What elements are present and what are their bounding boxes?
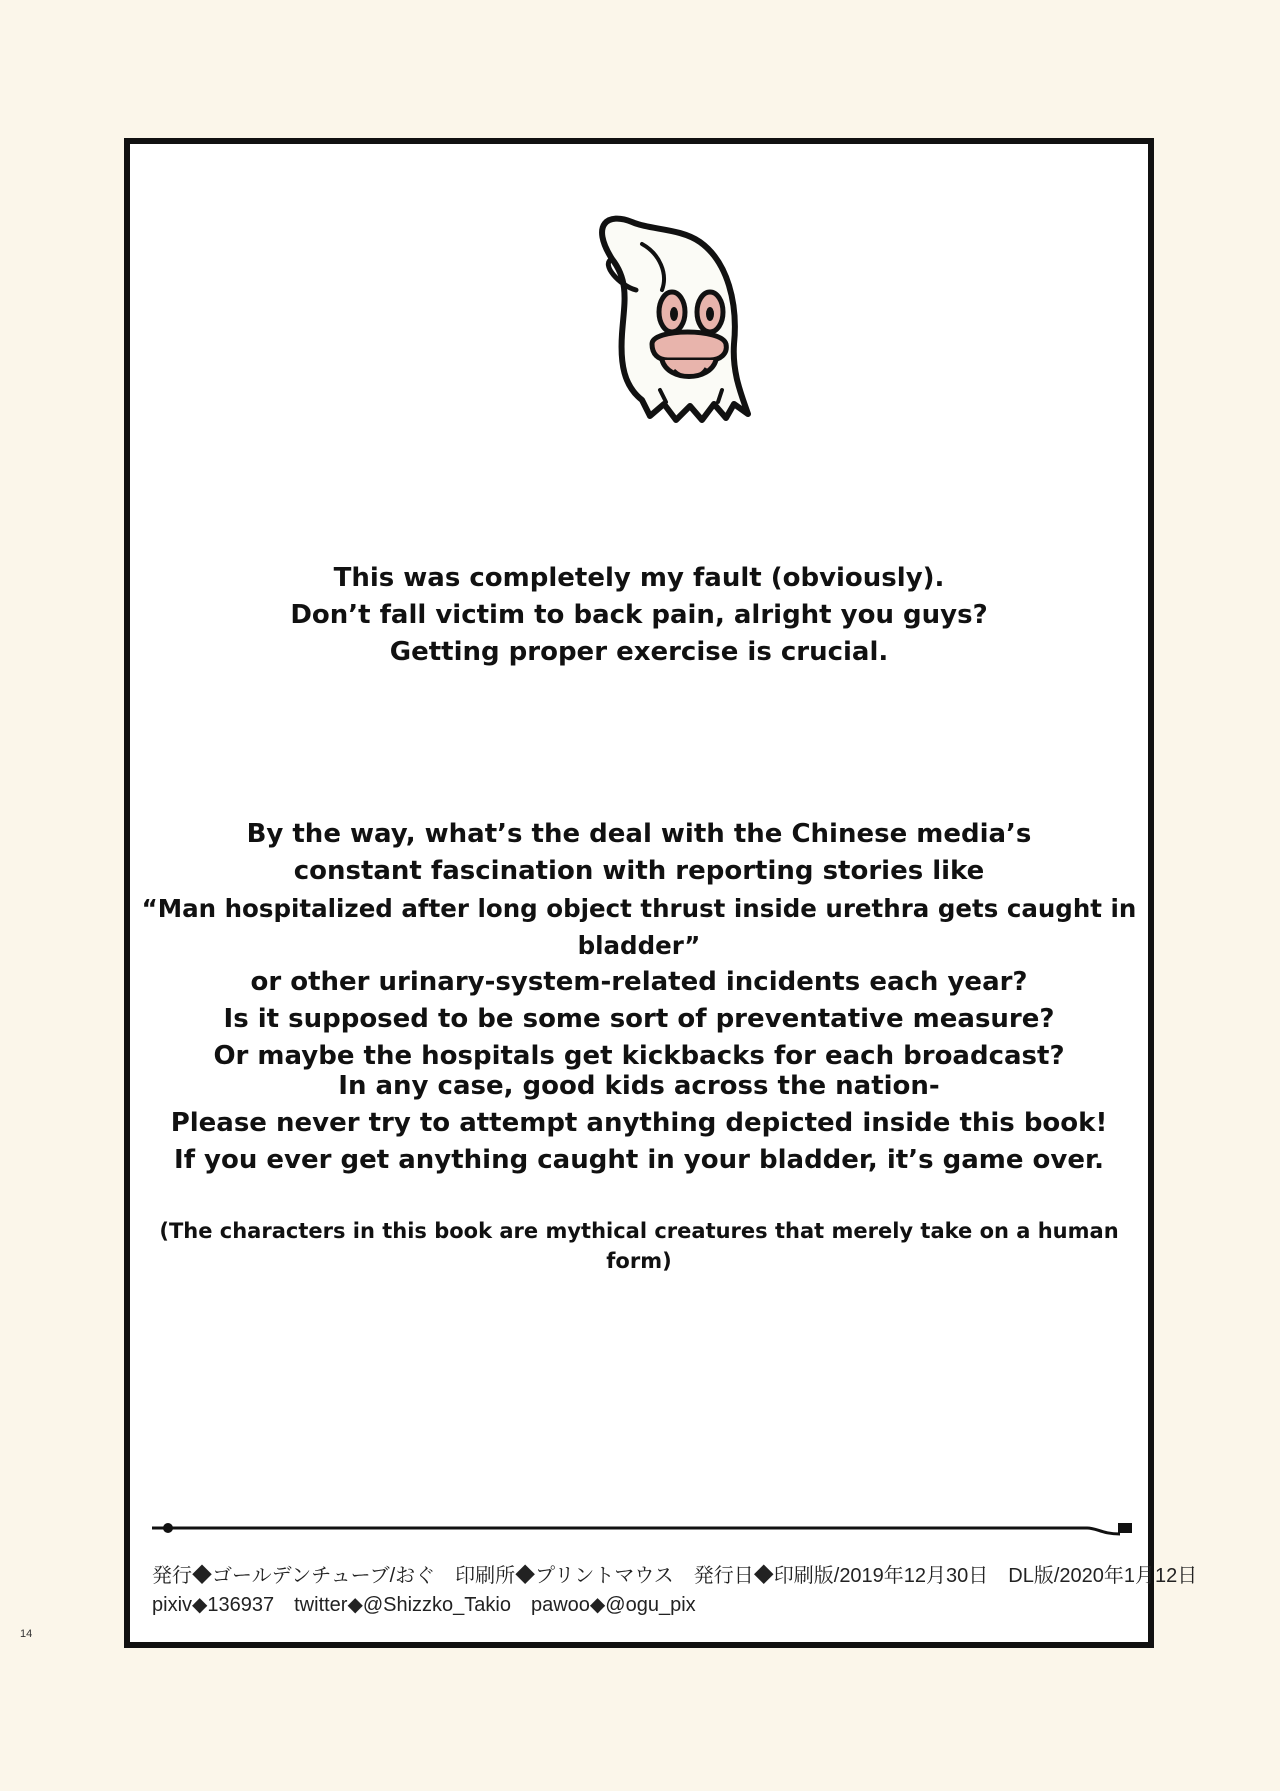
message-line: If you ever get anything caught in your bladder, it’s game over.	[174, 1145, 1104, 1175]
message-line: By the way, what’s the deal with the Chinese media’s	[246, 819, 1032, 849]
message-line: In any case, good kids across the nation-	[338, 1071, 940, 1101]
message-block-media	[130, 816, 1148, 1075]
message-line: Or maybe the hospitals get kickbacks for each broadcast?	[213, 1041, 1065, 1071]
message-line: Don’t fall victim to back pain, alright you guys?	[290, 600, 988, 630]
message-line: “Man hospitalized after long object thrust inside urethra gets caught in bladder”	[141, 894, 1137, 960]
message-line: constant fascination with reporting stories like	[293, 856, 985, 886]
colophon-publisher-line: 発行◆ゴールデンチューブ/おぐ 印刷所◆プリントマウス 発行日◆印刷版/2019年12月30日 DL版/2020年1月12日	[152, 1565, 1198, 1587]
message-line: Is it supposed to be some sort of preventative measure?	[223, 1004, 1055, 1034]
page-number: 14	[20, 1628, 33, 1640]
message-line: or other urinary-system-related incidents each year?	[250, 967, 1028, 997]
ghost-mascot-icon	[550, 204, 770, 444]
message-block-fault	[130, 560, 1148, 671]
colophon-divider	[152, 1520, 1134, 1536]
message-line: This was completely my fault (obviously).	[333, 563, 945, 593]
colophon-social-line: pixiv◆136937 twitter◆@Shizzko_Takio pawoo◆@ogu_pix	[152, 1594, 696, 1616]
colophon	[152, 1562, 1197, 1620]
message-block-warning	[130, 1068, 1148, 1179]
disclaimer: (The characters in this book are mythical creatures that merely take on a human form)	[159, 1219, 1119, 1273]
message-line: Getting proper exercise is crucial.	[389, 637, 889, 667]
page-frame	[124, 138, 1198, 1648]
message-line: Please never try to attempt anything depicted inside this book!	[170, 1108, 1108, 1138]
